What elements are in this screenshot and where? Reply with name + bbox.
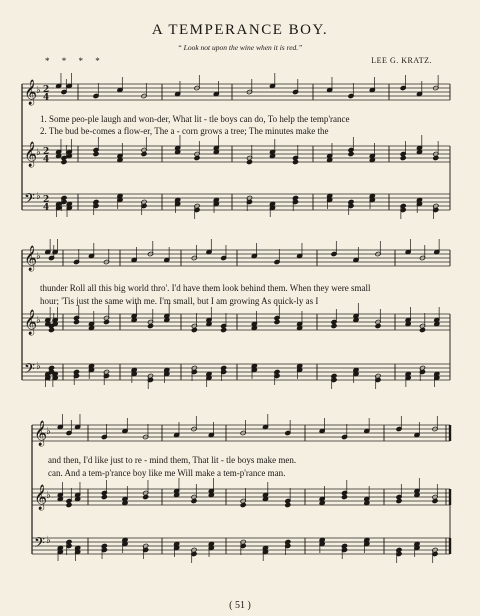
treble-clef-icon: 𝄞 xyxy=(34,421,48,446)
treble-clef-icon: 𝄞 xyxy=(24,310,38,335)
note-head xyxy=(141,151,147,156)
ornament-stars: * * * * xyxy=(45,56,105,66)
note-head xyxy=(419,327,425,332)
note-head xyxy=(375,323,381,328)
lyric-line: 1. Some peo-ple laugh and won-der, What lit - tle boys can do, To help the temp'rance xyxy=(40,114,350,124)
note-head xyxy=(246,159,252,164)
note-head xyxy=(433,155,439,160)
note-head xyxy=(101,494,107,499)
note-head xyxy=(331,323,337,328)
time-signature: 2 xyxy=(43,147,50,157)
note-head xyxy=(191,327,197,332)
note-head xyxy=(432,498,438,503)
note-head xyxy=(240,502,246,507)
key-flat-icon: ♭ xyxy=(36,85,41,96)
note-head xyxy=(274,319,280,324)
song-title: A TEMPERANCE BOY. xyxy=(151,22,329,38)
note-head xyxy=(400,155,406,160)
note-head xyxy=(61,159,67,164)
note-head xyxy=(147,323,153,328)
key-flat-icon: ♭ xyxy=(36,361,41,372)
time-signature: 2 xyxy=(43,195,50,205)
lyric-line: can. And a tem-p'rance boy like me Will make a tem-p'rance man. xyxy=(48,468,286,478)
note-head xyxy=(348,151,354,156)
lyric-line: hour; 'Tis just the same with me. I'm small, but I am growing As quick-ly as I xyxy=(40,296,319,306)
note-head xyxy=(221,327,227,332)
lyric-line: and then, I'd like just to re - mind them, That lit - tle boys make men. xyxy=(48,455,297,465)
time-signature: 4 xyxy=(43,155,50,165)
note-head xyxy=(103,319,109,324)
key-flat-icon: ♭ xyxy=(36,251,41,262)
composer-credit: LEE G. KRATZ. xyxy=(371,56,432,65)
note-head xyxy=(143,494,149,499)
time-signature: 2 xyxy=(43,85,50,95)
bass-clef-icon: 𝄢 xyxy=(34,535,45,555)
key-flat-icon: ♭ xyxy=(36,315,41,326)
lyric-line: thunder Roll all this big world thro'. I'd have them look behind them. When they were small xyxy=(40,283,371,293)
note-head xyxy=(292,159,298,164)
note-head xyxy=(48,327,54,332)
page-number: ( 51 ) xyxy=(229,600,251,611)
key-flat-icon: ♭ xyxy=(46,490,51,501)
key-flat-icon: ♭ xyxy=(36,147,41,158)
key-flat-icon: ♭ xyxy=(46,426,51,437)
treble-clef-icon: 𝄞 xyxy=(24,80,38,105)
bass-clef-icon: 𝄢 xyxy=(24,361,35,381)
time-signature: 4 xyxy=(43,93,50,103)
note-head xyxy=(396,498,402,503)
note-head xyxy=(341,494,347,499)
epigraph: “ Look not upon the wine when it is red.” xyxy=(177,43,303,52)
lyric-line: 2. The bud be-comes a flow-er, The a - corn grows a tree; The minutes make the xyxy=(40,126,329,136)
time-signature: 4 xyxy=(43,203,50,213)
note-head xyxy=(93,151,99,156)
note-head xyxy=(191,498,197,503)
note-head xyxy=(66,502,72,507)
treble-clef-icon: 𝄞 xyxy=(24,142,38,167)
note-head xyxy=(194,155,200,160)
note-head xyxy=(285,502,291,507)
bass-clef-icon: 𝄢 xyxy=(24,191,35,211)
key-flat-icon: ♭ xyxy=(36,191,41,202)
treble-clef-icon: 𝄞 xyxy=(24,246,38,271)
treble-clef-icon: 𝄞 xyxy=(34,485,48,510)
key-flat-icon: ♭ xyxy=(46,535,51,546)
note-head xyxy=(73,319,79,324)
